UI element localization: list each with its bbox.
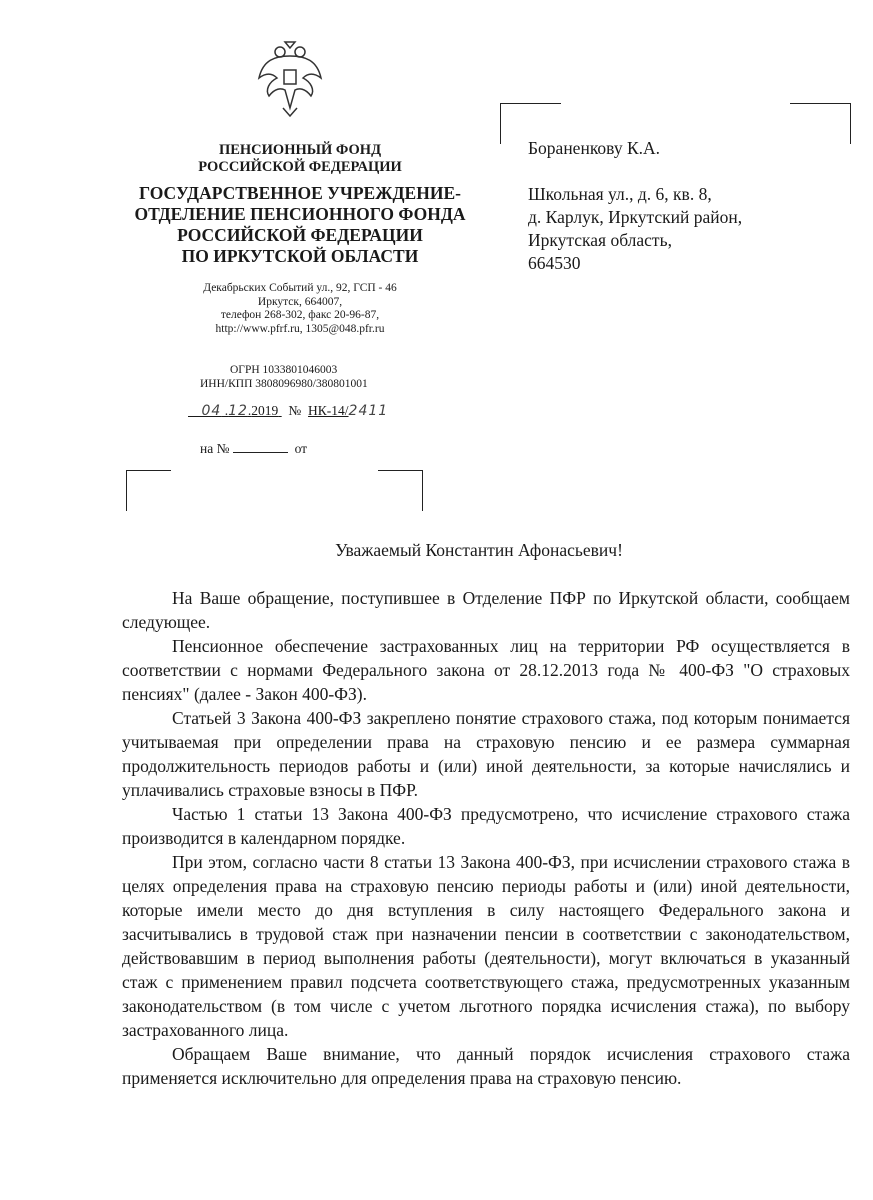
- address-line: http://www.pfrf.ru, 1305@048.pfr.ru: [215, 322, 385, 335]
- department-line: РОССИЙСКОЙ ФЕДЕРАЦИИ: [177, 225, 423, 245]
- department-line: ОТДЕЛЕНИЕ ПЕНСИОННОГО ФОНДА: [134, 204, 466, 224]
- address-line: Декабрьских Событий ул., 92, ГСП - 46: [203, 282, 397, 294]
- reply-label: на №: [200, 441, 230, 456]
- corner-mark: [378, 470, 423, 511]
- ogrn: ОГРН 1033801046003: [230, 364, 338, 376]
- handwritten-day: 04: [201, 403, 222, 419]
- number-prefix: НК-14/: [308, 403, 349, 418]
- reply-reference: [200, 441, 307, 457]
- corner-mark: [790, 103, 851, 144]
- document-date-number: 04 .12.2019 № НК-14/2411: [201, 403, 389, 419]
- recipient-address-line: д. Карлук, Иркутский район,: [528, 207, 743, 227]
- body-paragraph: При этом, согласно части 8 статьи 13 Закона 400-ФЗ, при исчислении страхового стажа в целях определения права на страховую пенсию периоды работы и (или) иной деятельности, которые имели место до дня вступления в силу настоящего Федерального закона и засчитывались в трудовой стаж при назначении пенсии в соответствии с законодательством, действовавшим в период выполнения работы (деятельности), могут включаться в указанный стаж с применением правил подсчета соответствующего стажа, предусмотренных указанным законодательством (в том числе с учетом льготного порядка исчисления стажа), по выбору застрахованного лица.: [122, 852, 850, 1040]
- letter-body: [122, 586, 850, 1090]
- coat-of-arms-emblem-icon: [255, 38, 325, 118]
- department-line: ПО ИРКУТСКОЙ ОБЛАСТИ: [181, 246, 419, 266]
- org-name: [170, 142, 430, 176]
- org-name-line: РОССИЙСКОЙ ФЕДЕРАЦИИ: [198, 159, 402, 175]
- department-line: ГОСУДАРСТВЕННОЕ УЧРЕЖДЕНИЕ-: [139, 183, 461, 203]
- org-name-line: ПЕНСИОННЫЙ ФОНД: [218, 142, 382, 158]
- address-line: телефон 268-302, факс 20-96-87,: [220, 309, 380, 321]
- inn-kpp: ИНН/КПП 3808096980/380801001: [200, 377, 368, 390]
- reply-from-label: от: [294, 441, 308, 456]
- handwritten-number: 2411: [348, 403, 389, 419]
- body-paragraph: Частью 1 статьи 13 Закона 400-ФЗ предусмотрено, что исчисление страхового стажа производится в календарном порядке.: [122, 804, 850, 848]
- recipient-block: [528, 137, 742, 275]
- recipient-address-line: Школьная ул., д. 6, кв. 8,: [528, 184, 712, 204]
- body-paragraph: Пенсионное обеспечение застрахованных лиц на территории РФ осуществляется в соответствии с нормами Федерального закона от 28.12.2013 года № 400-ФЗ "О страховых пенсиях" (далее - Закон 400-ФЗ).: [122, 636, 850, 704]
- body-paragraph: На Ваше обращение, поступившее в Отделение ПФР по Иркутской области, сообщаем следующее.: [122, 588, 850, 632]
- department-name: [120, 183, 480, 267]
- corner-mark: [126, 470, 171, 511]
- handwritten-month: 12: [228, 403, 248, 419]
- date-year: 2019: [251, 403, 279, 418]
- registration-info: [200, 364, 440, 391]
- address-line: Иркутск, 664007,: [257, 295, 343, 308]
- body-paragraph: Обращаем Ваше внимание, что данный порядок исчисления страхового стажа применяется исключительно для определения права на страховую пенсию.: [122, 1044, 850, 1088]
- recipient-name: Бораненкову К.А.: [528, 138, 661, 158]
- number-label: №: [288, 403, 302, 418]
- greeting: Уважаемый Константин Афонасьевич!: [335, 540, 623, 560]
- sender-address: [170, 282, 430, 336]
- recipient-address-line: Иркутская область,: [528, 230, 672, 250]
- body-paragraph: Статьей 3 Закона 400-ФЗ закреплено понятие страхового стажа, под которым понимается учитываемая при определении права на страховую пенсию и ее размера суммарная продолжительность периодов работы и (или) иной деятельности, за которые начислялись и уплачивались страховые взносы в ПФР.: [122, 708, 850, 800]
- recipient-address-line: 664530: [528, 253, 581, 273]
